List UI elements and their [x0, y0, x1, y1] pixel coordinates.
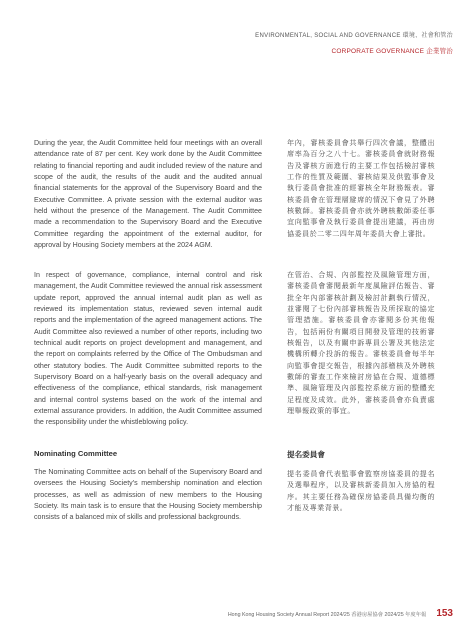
nominating-committee-paragraph-en: The Nominating Committee acts on behalf of the Supervisory Board and oversees the Housing Society's membership nomination and election processes, as well as admission of new members to the Housing Society. Its main task is to ensure that the Housing Society membership consists of a balanced mix of skills and professional backgrounds. — [34, 468, 262, 522]
english-column-bottom — [34, 449, 262, 524]
footer-publication-title: Hong Kong Housing Society Annual Report 2024/25 香港房屋協會 2024/25 年度年報 — [227, 611, 427, 618]
section-label: ENVIRONMENTAL, SOCIAL AND GOVERNANCE 環境、社會和管治 — [255, 33, 453, 39]
nominating-committee-heading-zh: 提名委員會 — [287, 450, 325, 459]
chinese-column-middle — [287, 270, 435, 417]
page-header — [255, 30, 453, 55]
subsection-label: CORPORATE GOVERNANCE 企業管治 — [331, 48, 453, 55]
audit-committee-paragraph-en: During the year, the Audit Committee held four meetings with an overall attendance rate of 87 per cent. Key work done by the Audit Committee relating to financial reporting and audit included review of the nature and scope of the audit, the results of the audit and the audited annual financial statements for the approval of the Supervisory Board and the Executive Committee. A private session with the external auditor was held without the presence of the Management. The Audit Committee made a recommendation to the Supervisory Board and the Executive Committee regarding the appointment of the external auditor, for approval by Housing Society members at the 2024 AGM. — [34, 139, 262, 250]
audit-committee-paragraph-zh: 年內，審核委員會共舉行四次會議，整體出席率為百分之八十七。審核委員會就財務報告及審核方面進行的主要工作包括檢討審核工作的性質及範圍、審核結果及供監事會及執行委員會批准的經審核全年財務報表。審核委員會在管理層避席的情況下會見了外聘核數師。審核委員會亦就外聘核數師委任事宜向監事會及執行委員會提出建議，再由房協委員於二零二四年周年委員大會上審批。 — [287, 139, 435, 238]
nominating-committee-paragraph-zh: 提名委員會代表監事會監察房協委員的提名及選舉程序，以及審核新委員加入房協的程序。其主要任務為確保房協委員具備均衡的才能及專業背景。 — [287, 470, 435, 513]
page-footer — [228, 608, 453, 619]
chinese-column-bottom — [287, 449, 435, 514]
chinese-column-top — [287, 138, 435, 240]
nominating-committee-heading-en: Nominating Committee — [34, 449, 118, 458]
english-column-top — [34, 138, 262, 251]
english-column-middle — [34, 270, 262, 429]
governance-paragraph-zh: 在管治、合規、內部監控及風險管理方面，審核委員會審閱最新年度風險評估報告、審批全年內部審核計劃及檢討計劃執行情況，並審閱了七份內部審核報告及所採取的協定管理措施。審核委員會亦審閱多份其他報告，包括兩份有關項目開發及管理的技術審核報告，以及有關申訴專員公署及其他法定機構所轉介投訴的報告。審核委員會每半年向監事會提交報告，根據內部稽核及外聘核數師的審查工作來檢討房協在合規、道德標準、風險管理及內部監控系統方面的整體充足程度及成效。此外，審核委員會亦負責處理舉報政策的事宜。 — [287, 271, 435, 416]
governance-paragraph-en: In respect of governance, compliance, internal control and risk management, the Audit Committee reviewed the annual risk assessment update report, approved the annual internal audit plan as well as reviewed its implementation status, reviewed seven internal audit reports and the implementation of the agreed management actions. The Audit Committee also reviewed a number of other reports, including two technical audit reports on project development and management, and the report on complaints referred by the Office of The Ombudsman and other statutory bodies. The Audit Committee submitted reports to the Supervisory Board on a half-yearly basis on the overall adequacy and effectiveness of the compliance, ethical standards, risk management and internal control systems based on the work of the internal and external assurance providers. In addition, the Audit Committee assumed the responsibility under the whistleblowing policy. — [34, 271, 262, 427]
page-number: 153 — [436, 608, 453, 619]
